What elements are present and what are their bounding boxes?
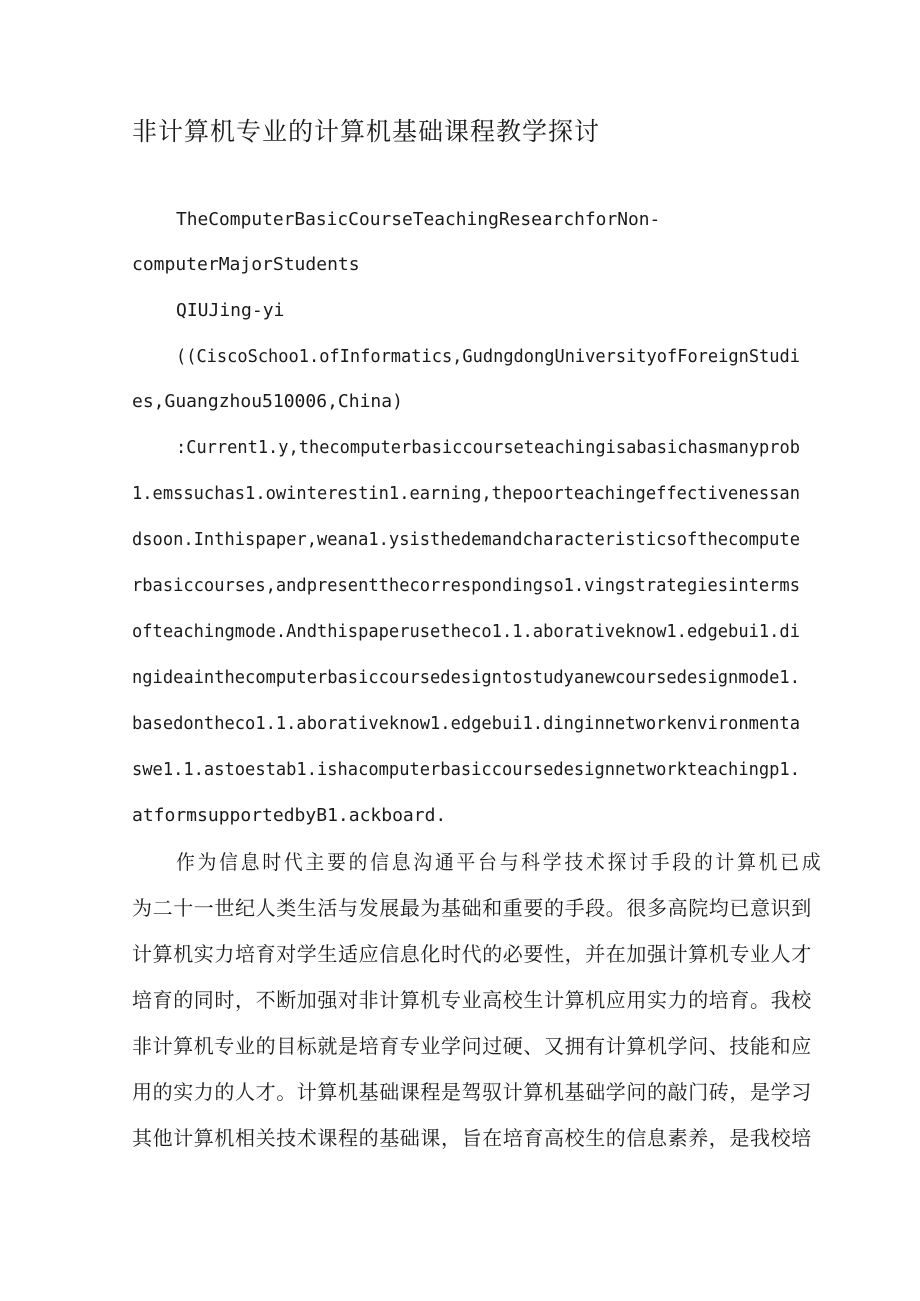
english-title-line: computerMajorStudents	[132, 254, 360, 275]
author-name: QIUJing-yi	[176, 300, 285, 321]
abstract-line: ngideainthecomputerbasiccoursedesigntostudyanewcoursedesignmode1.	[132, 667, 800, 688]
abstract-line: swe1.1.astoestab1.ishacomputerbasiccoursedesignnetworkteachingp1.	[132, 759, 800, 780]
document-title: 非计算机专业的计算机基础课程教学探讨	[132, 117, 601, 146]
abstract-line: :Current1.y,thecomputerbasiccourseteachingisabasichasmanyprob	[176, 437, 800, 458]
abstract-line: dsoon.Inthispaper,weana1.ysisthedemandcharacteristicsofthecompute	[132, 529, 800, 550]
abstract-line: 1.emssuchas1.owinterestin1.earning,thepoorteachingeffectivenessan	[132, 483, 800, 504]
body-text-line: 为二十一世纪人类生活与发展最为基础和重要的手段。很多高院均已意识到	[132, 896, 812, 920]
body-text-line: 其他计算机相关技术课程的基础课，旨在培育高校生的信息素养，是我校培	[132, 1126, 812, 1150]
body-text-line: 非计算机专业的目标就是培育专业学问过硬、又拥有计算机学问、技能和应	[132, 1034, 812, 1058]
body-text-line: 计算机实力培育对学生适应信息化时代的必要性，并在加强计算机专业人才	[132, 942, 812, 966]
abstract-line: basedontheco1.1.aborativeknow1.edgebui1.dinginnetworkenvironmenta	[132, 713, 800, 734]
body-text-line: 作为信息时代主要的信息沟通平台与科学技术探讨手段的计算机已成	[176, 850, 824, 874]
abstract-line: atformsupportedbyB1.ackboard.	[132, 805, 447, 826]
body-text-line: 用的实力的人才。计算机基础课程是驾驭计算机基础学问的敲门砖，是学习	[132, 1080, 812, 1104]
affiliation-line: ((CiscoSchoo1.ofInformatics,GudngdongUniversityofForeignStudi	[176, 346, 800, 367]
body-text-line: 培育的同时，不断加强对非计算机专业高校生计算机应用实力的培育。我校	[132, 988, 812, 1012]
english-title-line: TheComputerBasicCourseTeachingResearchforNon-	[176, 209, 661, 230]
affiliation-line: es,Guangzhou510006,China)	[132, 391, 403, 412]
abstract-line: rbasiccourses,andpresentthecorrespondingso1.vingstrategiesinterms	[132, 575, 800, 596]
abstract-line: ofteachingmode.Andthispaperusetheco1.1.aborativeknow1.edgebui1.di	[132, 621, 800, 642]
